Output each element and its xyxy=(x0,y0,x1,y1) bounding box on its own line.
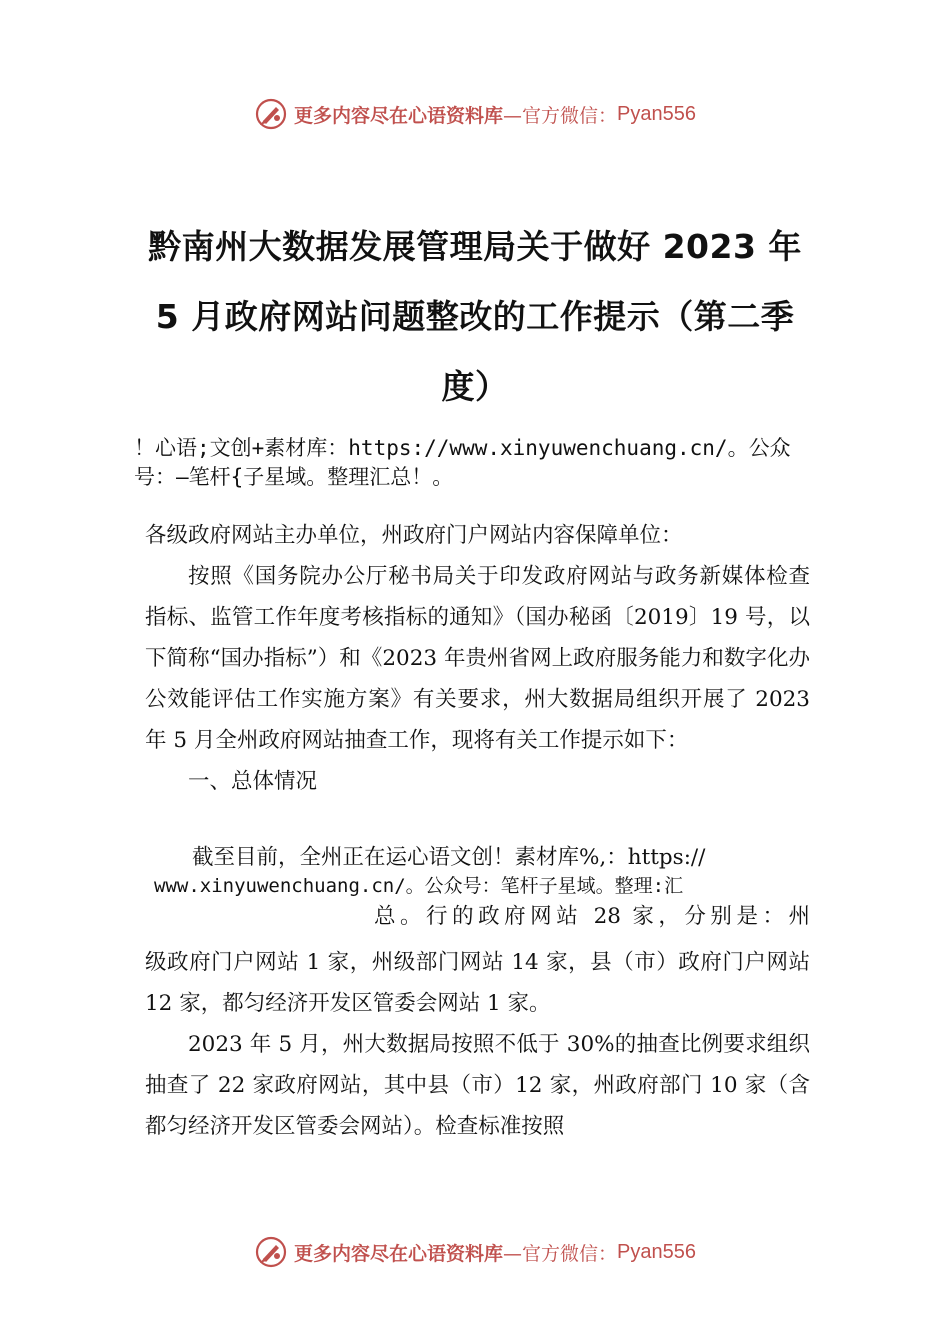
watermark-middle: —官方微信： xyxy=(503,1242,618,1265)
document-title xyxy=(120,212,830,422)
paragraph-2-head xyxy=(140,842,810,934)
paragraph-3: 2023 年 5 月，州大数据局按照不低于 30%的抽查比例要求组织抽查了 22 家政府网站，其中县（市）12 家，州政府部门 10 家（含都匀经济开发区管委会网站）。检查标准按照 xyxy=(145,1032,810,1139)
document-body-continued xyxy=(145,942,810,1147)
source-note: ！心语;文创+素材库：https://www.xinyuwenchuang.cn/。公众号：—笔杆{子星域。整理汇总！。 xyxy=(134,436,791,489)
paragraph-2-rest: 级政府门户网站 1 家，州级部门网站 14 家，县（市）政府门户网站 12 家，都匀经济开发区管委会网站 1 家。 xyxy=(145,950,810,1016)
paragraph-2-line-1: 截至目前，全州正在运心语文创！素材库%,：https:// xyxy=(192,845,706,870)
pen-logo-icon xyxy=(254,1235,288,1269)
watermark-prefix: 更多内容尽在心语资料库 xyxy=(294,1242,504,1265)
section-heading-1: 一、总体情况 xyxy=(188,769,318,794)
watermark-prefix: 更多内容尽在心语资料库 xyxy=(294,104,504,127)
watermark-wechat-id: Pyan556 xyxy=(617,1240,696,1263)
watermark-middle: —官方微信： xyxy=(503,104,618,127)
salutation: 各级政府网站主办单位，州政府门户网站内容保障单位： xyxy=(145,523,683,548)
watermark-wechat-id: Pyan556 xyxy=(617,102,696,125)
title-line-1: 黔南州大数据发展管理局关于做好 2023 年 xyxy=(148,227,802,266)
pen-logo-icon xyxy=(254,97,288,131)
document-body xyxy=(145,515,810,802)
title-line-2: 5 月政府网站问题整改的工作提示（第二季 xyxy=(155,297,795,336)
title-line-3: 度） xyxy=(441,367,509,406)
watermark-banner-top xyxy=(0,94,950,134)
paragraph-2-line-2: www.xinyuwenchuang.cn/。公众号：笔杆子星域。整理:汇 xyxy=(154,875,684,897)
paragraph-1: 按照《国务院办公厅秘书局关于印发政府网站与政务新媒体检查指标、监管工作年度考核指标的通知》（国办秘函〔2019〕19 号，以下简称“国办指标”）和《2023 年贵州省网上政府服务能力和数字化办公效能评估工作实施方案》有关要求，州大数据局组织开展了 2023 年 5 月全州政府网站抽查工作，现将有关工作提示如下： xyxy=(145,564,810,753)
watermark-banner-bottom xyxy=(0,1232,950,1272)
paragraph-2-line-3: 总。行的政府网站 28 家，分别是：州 xyxy=(374,904,810,929)
